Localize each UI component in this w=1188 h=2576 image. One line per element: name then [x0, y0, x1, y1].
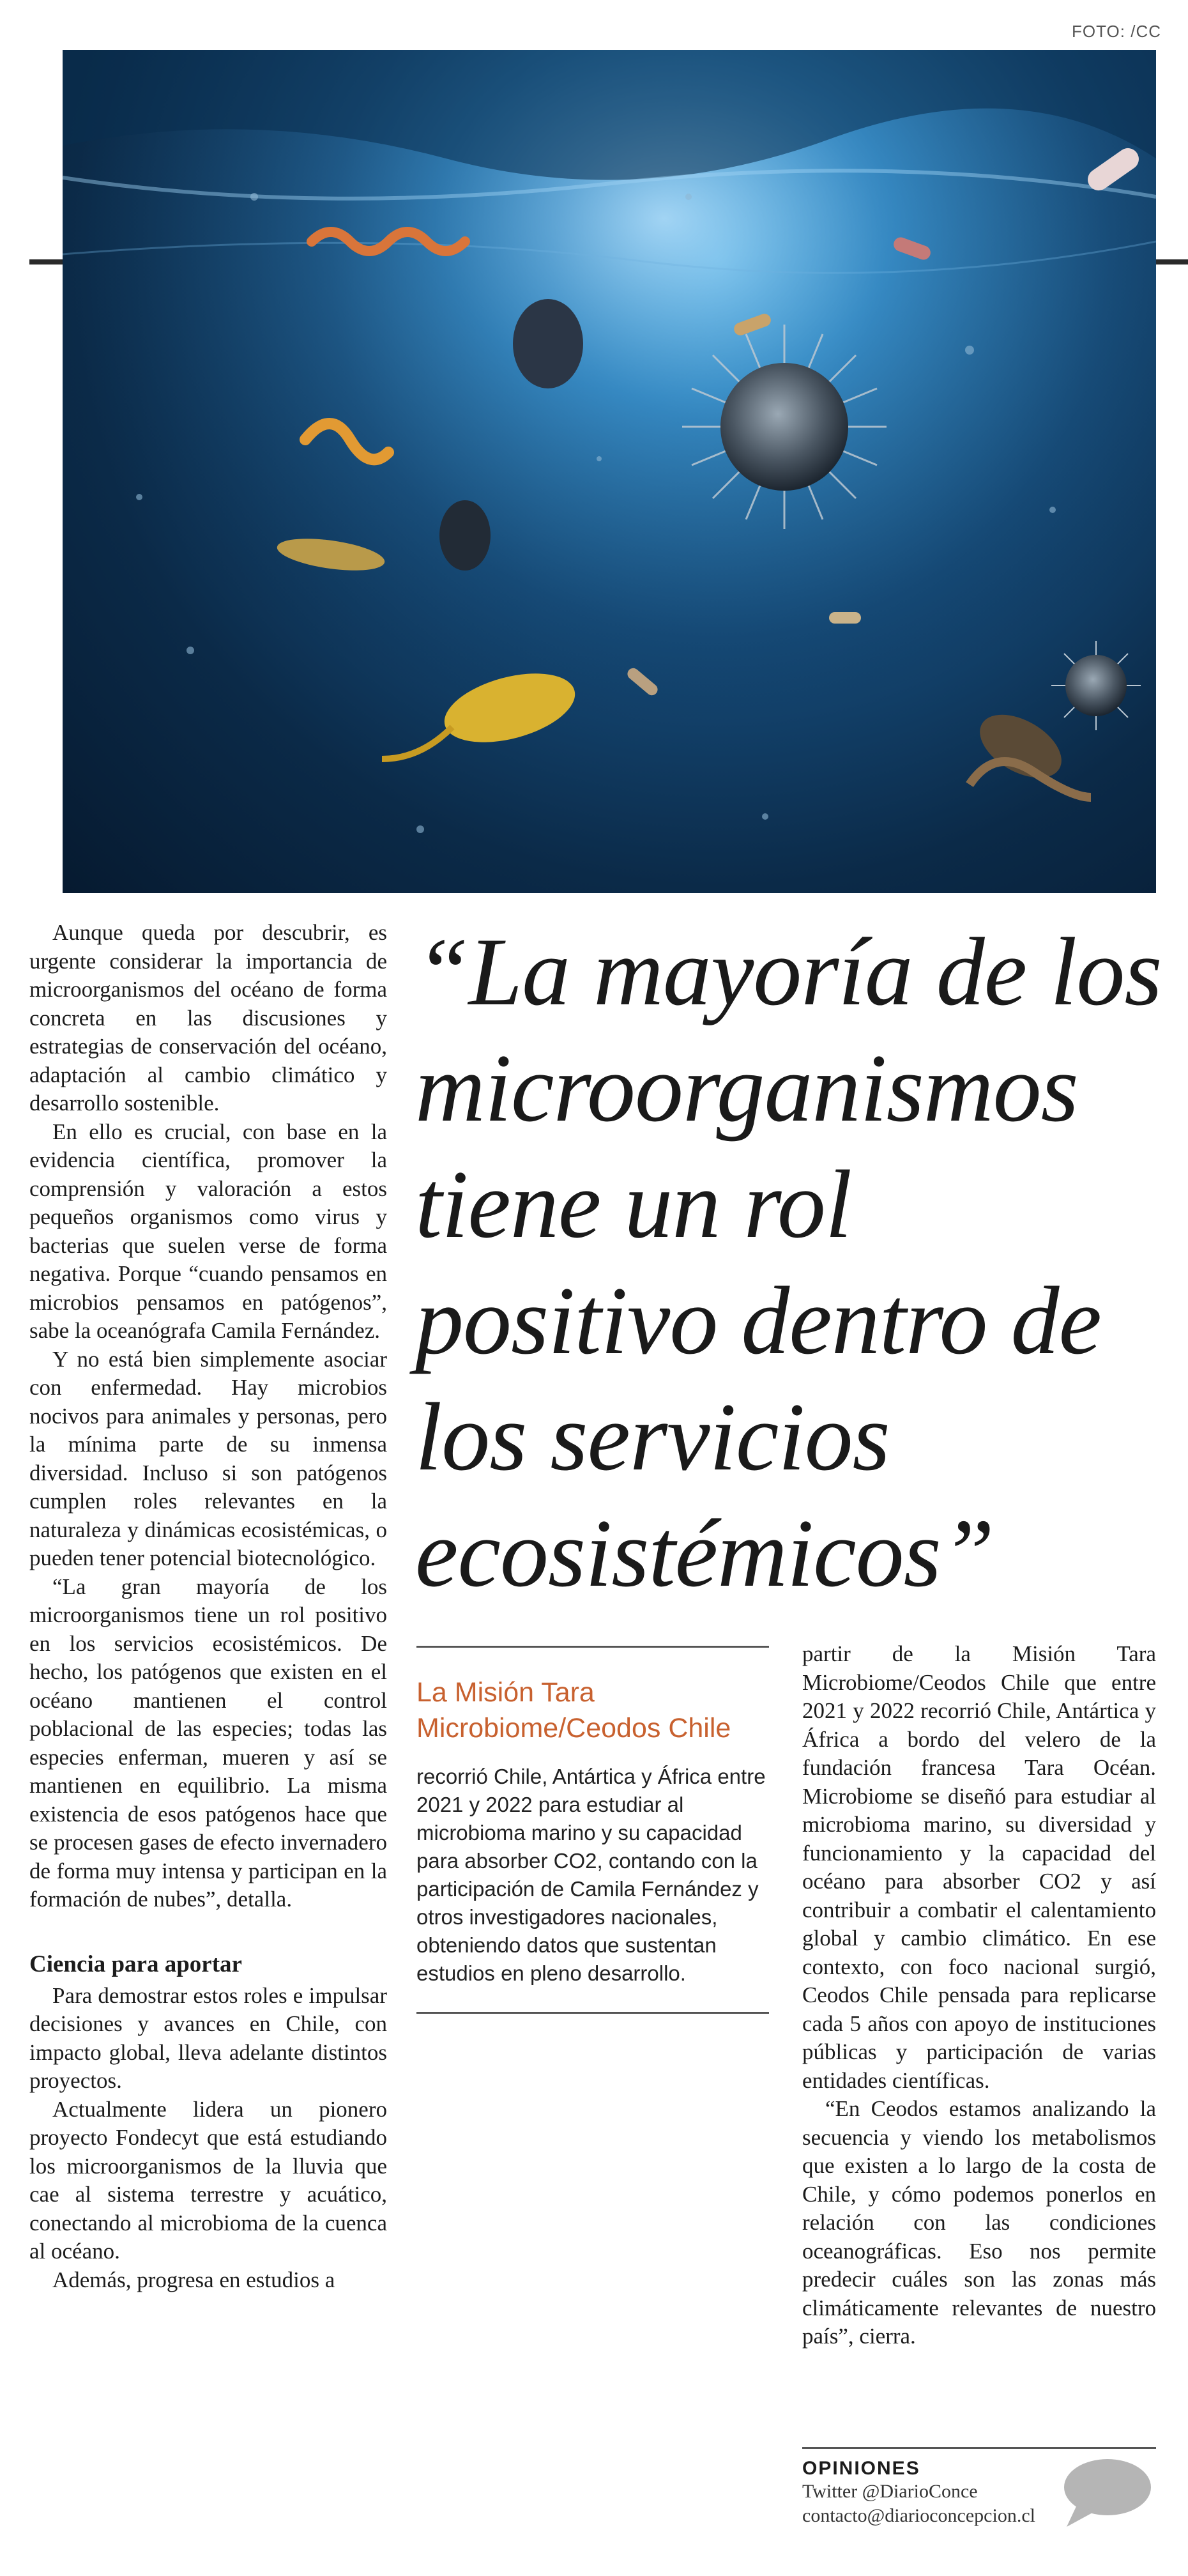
- body-paragraph: “En Ceodos estamos analizando la secuencia y viendo los metabolismos que existen a lo largo de la costa de Chile, y cómo podemos ponerlos en relación con las condiciones oceanográficas. Eso nos permite predecir cuáles son las zonas más climáticamente relevantes de nuestro país”, cierra.: [802, 2096, 1156, 2349]
- body-paragraph: Aunque queda por descubrir, es urgente considerar la importancia de microorganismos del océano de forma concreta en las discusiones y estrategias de conservación del océano, adaptación al cambio climático y desarrollo sostenible.: [29, 920, 387, 1116]
- twitter-handle[interactable]: Twitter @DiarioConce: [802, 2481, 978, 2502]
- microbes-illustration: [63, 50, 1156, 893]
- article-photo: [63, 50, 1156, 893]
- pull-quote: “La mayoría de los microorganismos tiene un rol positivo dentro de los servicios ecosistémicos”: [415, 918, 1162, 1607]
- photo-credit: FOTO: /CC: [1072, 22, 1161, 41]
- section-rule-right: [1155, 259, 1188, 264]
- virus-shape: [682, 325, 887, 529]
- sidebar-box: [416, 1646, 769, 2014]
- subheading: Ciencia para aportar: [29, 1951, 242, 1977]
- body-paragraph: partir de la Misión Tara Microbiome/Ceodos Chile que entre 2021 y 2022 recorrió Chile, Antártica y África a bordo del velero de la fundación francesa Tara Océan. Microbiome se diseñó para estudiar al microbioma marino, su diversidad y funcionamiento y la capacidad del océano para absorber CO2 y así contribuir a combatir el calentamiento global y cambio climático. En ese contexto, con foco nacional surgió, Ceodos Chile pensada para replicarse cada 5 años con apoyo de instituciones públicas y participación de varias entidades científicas.: [802, 1641, 1156, 2093]
- article-left-column: [29, 919, 387, 2294]
- body-paragraph: Y no está bien simplemente asociar con enfermedad. Hay microbios nocivos para animales y personas, pero la mínima parte de su inmensa diversidad. Incluso si son patógenos cumplen roles relevantes en la naturaleza y dinámicas ecosistémicas, o pueden tener potencial biotecnológico.: [29, 1346, 387, 1570]
- body-paragraph: “La gran mayoría de los microorganismos tiene un rol positivo en los servicios ecosistémicos. De hecho, los patógenos que existen en el océano mantienen el control poblacional de las especies; todas las especies enferman, mueren y así se mantienen en equilibrio. La misma existencia de esos patógenos hace que se procesen gases de efecto invernadero de forma muy intensa y participan en la formación de nubes”, detalla.: [29, 1574, 387, 1912]
- opinions-label: OPINIONES: [802, 2458, 920, 2479]
- sidebar-box-title: La Misión Tara Microbiome/Ceodos Chile: [416, 1677, 731, 1744]
- body-paragraph: En ello es crucial, con base en la evidencia científica, promover la comprensión y valoración a estos pequeños organismos como virus y bacterias que suelen verse de forma negativa. Porque “cuando pensamos en microbios pensamos en patógenos”, sabe la oceanógrafa Camila Fernández.: [29, 1119, 387, 1343]
- small-virus-shape: [1051, 641, 1141, 730]
- sidebar-box-body: recorrió Chile, Antártica y África entre 2021 y 2022 para estudiar al microbioma marino y su capacidad para absorber CO2, contando con la participación de Camila Fernández y otros investigadores nacionales, obteniendo datos que sustentan estudios en pleno desarrollo.: [416, 1765, 766, 1985]
- speech-bubble-icon: [1058, 2455, 1154, 2532]
- article-right-column: [802, 1640, 1156, 2351]
- body-paragraph: Para demostrar estos roles e impulsar decisiones y avances en Chile, con impacto global, lleva adelante distintos proyectos.: [29, 1982, 387, 2093]
- section-rule-left: [29, 259, 65, 264]
- contact-email[interactable]: contacto@diarioconcepcion.cl: [802, 2505, 1035, 2526]
- body-paragraph: Actualmente lidera un pionero proyecto Fondecyt que está estudiando los microorganismos de la lluvia que cae al sistema terrestre y acuático, conectando al microbioma de la cuenca al océano.: [29, 2096, 387, 2264]
- body-paragraph: Además, progresa en estudios a: [52, 2267, 335, 2292]
- opinions-footer: [802, 2447, 1156, 2554]
